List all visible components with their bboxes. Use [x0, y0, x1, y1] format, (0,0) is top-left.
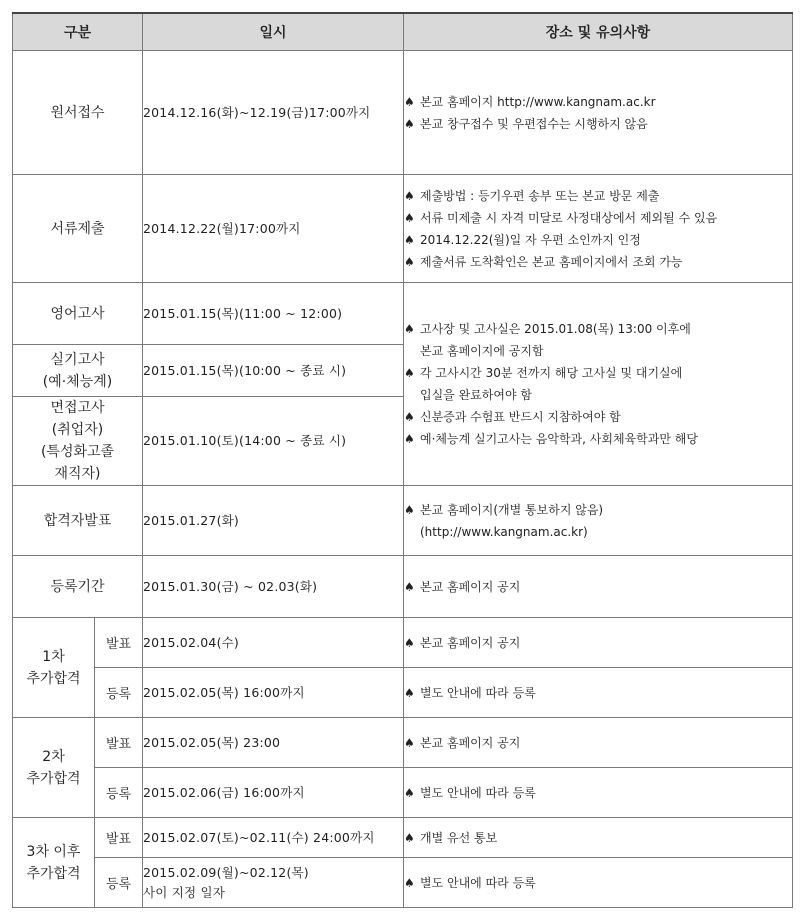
header-category: 구분 [13, 13, 143, 51]
notes-cell [404, 51, 793, 175]
table-row [13, 618, 793, 668]
note-line: ♠ 본교 홈페이지 공지 [404, 576, 792, 598]
table-header-row [13, 13, 793, 51]
table-row [13, 768, 793, 818]
date-cell: 2015.02.05(목) 16:00까지 [143, 668, 404, 718]
note-line: ♠ 각 고사시간 30분 전까지 해당 고사실 및 대기실에 [404, 362, 792, 384]
date-cell: 2015.01.30(금) ~ 02.03(화) [143, 556, 404, 618]
note-continuation: (http://www.kangnam.ac.kr) [420, 524, 588, 539]
table-row [13, 556, 793, 618]
category-cell: 합격자발표 [13, 486, 143, 556]
sub-category-cell: 등록 [95, 768, 143, 818]
notes-cell [404, 818, 793, 858]
category-cell: 실기고사 (예·체능계) [13, 345, 143, 397]
note-line: ♠ 본교 홈페이지 http://www.kangnam.ac.kr [404, 91, 792, 113]
category-cell: 면접고사 (취업자) (특성화고졸 재직자) [13, 397, 143, 486]
note-continuation: 본교 홈페이지에 공지함 [420, 344, 544, 358]
note-line: ♠ 신분증과 수험표 반드시 지참하여야 함 [404, 406, 792, 428]
date-cell: 2015.02.05(목) 23:00 [143, 718, 404, 768]
notes-cell [404, 486, 793, 556]
note-line: ♠ 별도 안내에 따라 등록 [404, 872, 792, 894]
date-cell: 2015.02.04(수) [143, 618, 404, 668]
sub-category-cell: 발표 [95, 718, 143, 768]
sub-category-cell: 발표 [95, 818, 143, 858]
date-cell: 2015.02.07(토)~02.11(수) 24:00까지 [143, 818, 404, 858]
spade-bullet-icon: ♠ [404, 232, 415, 247]
date-cell: 2014.12.16(화)~12.19(금)17:00까지 [143, 51, 404, 175]
notes-cell [404, 618, 793, 668]
spade-bullet-icon: ♠ [404, 366, 415, 380]
note-line: ♠ 본교 홈페이지(개별 통보하지 않음) [404, 499, 792, 521]
table-row [13, 175, 793, 283]
spade-bullet-icon: ♠ [404, 830, 415, 845]
category-cell: 서류제출 [13, 175, 143, 283]
spade-bullet-icon: ♠ [404, 410, 415, 424]
header-date: 일시 [143, 13, 404, 51]
category-cell: 1차 추가합격 [13, 618, 95, 718]
note-line: ♠ 제출서류 도착확인은 본교 홈페이지에서 조회 가능 [404, 251, 792, 273]
notes-cell [404, 718, 793, 768]
date-cell: 2014.12.22(월)17:00까지 [143, 175, 404, 283]
notes-cell [404, 858, 793, 908]
table-row [13, 718, 793, 768]
category-cell: 영어고사 [13, 283, 143, 345]
spade-bullet-icon: ♠ [404, 502, 415, 517]
category-cell: 2차 추가합격 [13, 718, 95, 818]
spade-bullet-icon: ♠ [404, 685, 415, 700]
spade-bullet-icon: ♠ [404, 875, 415, 890]
note-line: ♠ 별도 안내에 따라 등록 [404, 682, 792, 704]
date-cell: 2015.02.06(금) 16:00까지 [143, 768, 404, 818]
header-notes: 장소 및 유의사항 [404, 13, 793, 51]
notes-cell [404, 556, 793, 618]
spade-bullet-icon: ♠ [404, 635, 415, 650]
note-continuation: 입실을 완료하여야 함 [420, 388, 532, 402]
date-cell: 2015.01.15(목)(10:00 ~ 종료 시) [143, 345, 404, 397]
note-line: ♠ 본교 홈페이지 공지 [404, 732, 792, 754]
table-row [13, 51, 793, 175]
date-cell: 2015.01.10(토)(14:00 ~ 종료 시) [143, 397, 404, 486]
date-cell: 2015.01.27(화) [143, 486, 404, 556]
table-row [13, 858, 793, 908]
spade-bullet-icon: ♠ [404, 322, 415, 336]
note-line: ♠ 본교 창구접수 및 우편접수는 시행하지 않음 [404, 113, 792, 135]
spade-bullet-icon: ♠ [404, 785, 415, 800]
spade-bullet-icon: ♠ [404, 188, 415, 203]
spade-bullet-icon: ♠ [404, 735, 415, 750]
spade-bullet-icon: ♠ [404, 254, 415, 269]
date-cell: 2015.02.09(월)~02.12(목) 사이 지정 일자 [143, 858, 404, 908]
note-line: ♠ 별도 안내에 따라 등록 [404, 782, 792, 804]
spade-bullet-icon: ♠ [404, 210, 415, 225]
note-line: ♠ 본교 홈페이지 공지 [404, 632, 792, 654]
sub-category-cell: 등록 [95, 858, 143, 908]
spade-bullet-icon: ♠ [404, 579, 415, 594]
notes-cell [404, 768, 793, 818]
note-line: ♠ 고사장 및 고사실은 2015.01.08(목) 13:00 이후에 [404, 318, 792, 340]
category-cell: 3차 이후 추가합격 [13, 818, 95, 908]
table-row [13, 668, 793, 718]
note-line: ♠ 제출방법 : 등기우편 송부 또는 본교 방문 제출 [404, 185, 792, 207]
table-row [13, 818, 793, 858]
note-line: ♠ 예·체능계 실기고사는 음악학과, 사회체육학과만 해당 [404, 428, 792, 450]
sub-category-cell: 발표 [95, 618, 143, 668]
table-row [13, 486, 793, 556]
note-line: ♠ 서류 미제출 시 자격 미달로 사정대상에서 제외될 수 있음 [404, 207, 792, 229]
table-row [13, 283, 793, 345]
spade-bullet-icon: ♠ [404, 432, 415, 446]
note-line: ♠ 개별 유선 통보 [404, 827, 792, 849]
sub-category-cell: 등록 [95, 668, 143, 718]
notes-cell [404, 668, 793, 718]
exam-notes-cell [404, 283, 793, 486]
category-cell: 등록기간 [13, 556, 143, 618]
notes-cell [404, 175, 793, 283]
note-line: ♠ 2014.12.22(월)일 자 우편 소인까지 인정 [404, 229, 792, 251]
spade-bullet-icon: ♠ [404, 94, 415, 109]
category-cell: 원서접수 [13, 51, 143, 175]
admission-schedule-table [12, 12, 793, 908]
date-cell: 2015.01.15(목)(11:00 ~ 12:00) [143, 283, 404, 345]
spade-bullet-icon: ♠ [404, 116, 415, 131]
